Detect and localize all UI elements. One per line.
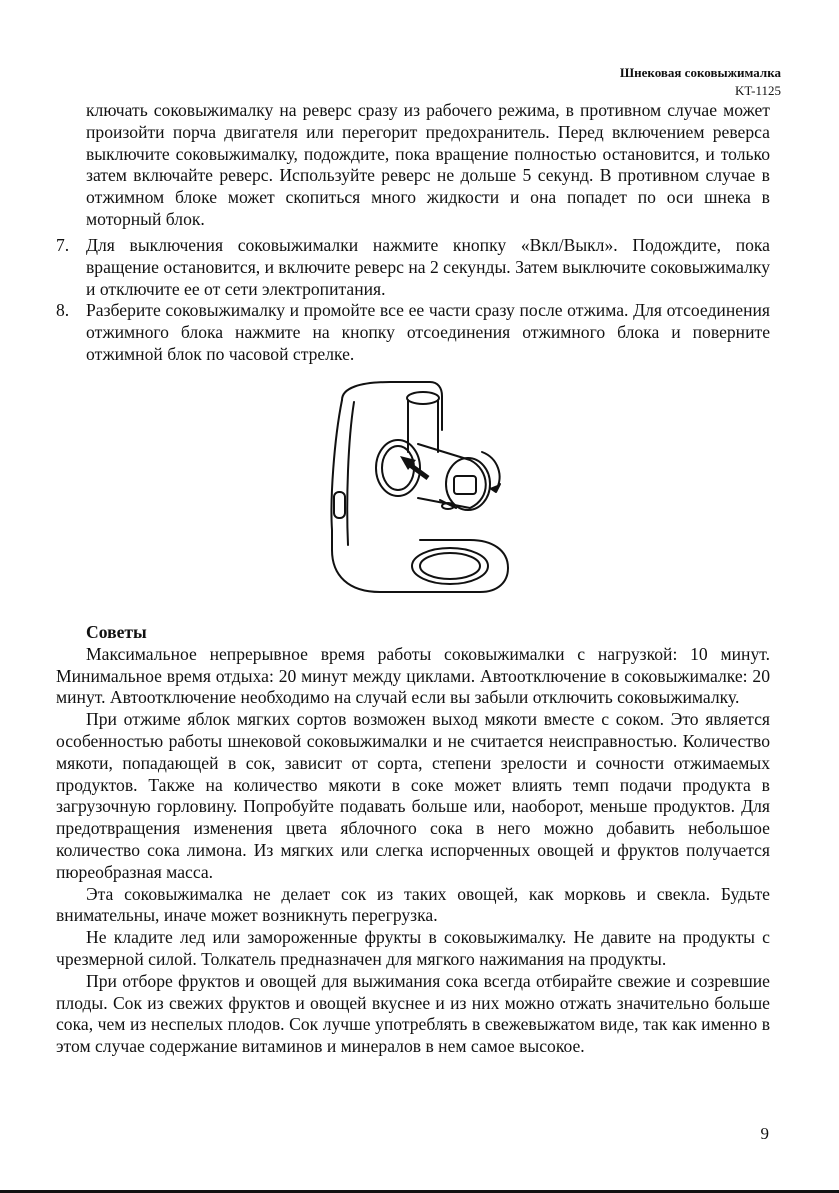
- model-number: KT-1125: [735, 83, 781, 98]
- tips-paragraph: При отборе фруктов и овощей для выжимания сока всегда отбирайте свежие и созревшие плоды. Сок из свежих фруктов и овощей вкуснее и из них можно отжать значительно больше сока, чем из неспелых плодов. Сок лучше употреблять в свежевыжатом виде, так как именно в этом случае содержание витаминов и минералов в нем самое высокое.: [56, 970, 770, 1057]
- tips-paragraph: Эта соковыжималка не делает сок из таких овощей, как морковь и свекла. Будьте внимательны, иначе может возникнуть перегрузка.: [56, 883, 770, 926]
- item-text: Для выключения соковыжималки нажмите кнопку «Вкл/Выкл». Подождите, пока вращение остановится, и включите реверс на 2 секунды. Затем выключите соковыжималку и отключите ее от сети электропитания.: [86, 235, 770, 299]
- continued-paragraph: ключать соковыжималку на реверс сразу из рабочего режима, в противном случае может произойти порча двигателя или перегорит предохранитель. Перед включением реверса выключите соковыжималку, подождите, пока вращение полностью остановится, и только затем включайте реверс. Используйте реверс не дольше 5 секунд. В противном случае в отжимном блоке может скопиться много жидкости и она попадет по оси шнека в моторный блок.: [86, 100, 770, 229]
- tips-section: [56, 622, 770, 1058]
- tips-paragraph: Не кладите лед или замороженные фрукты в соковыжималку. Не давите на продукты с чрезмерной силой. Толкатель предназначен для мягкого нажимания на продукты.: [56, 927, 770, 969]
- tips-paragraph: При отжиме яблок мягких сортов возможен выход мякоти вместе с соком. Это является особенностью работы шнековой соковыжималки и не считается неисправностью. Количество мякоти, попадающей в сок, зависит от сорта, степени зрелости и сочности отжимаемых продуктов. Также на количество мякоти в соке может влиять темп подачи продукта в загрузочную горловину. Попробуйте подавать больше или, наоборот, меньше продуктов. Для предотвращения изменения цвета яблочного сока в него можно добавить небольшое количество сока лимона. Из мягких или слегка испорченных овощей и фруктов получается пюреобразная масса.: [56, 709, 770, 882]
- item-number: 7.: [56, 235, 70, 255]
- item-number: 8.: [56, 300, 70, 321]
- tips-paragraph: Максимальное непрерывное время работы соковыжималки с нагрузкой: 10 минут. Минимальное время отдыха: 20 минут между циклами. Автоотключение в соковыжималке: 20 минут. Автоотключение необходимо на случай если вы забыли отключить соковыжималку.: [56, 643, 770, 708]
- list-item-7: [56, 235, 770, 300]
- tips-heading: Советы: [86, 622, 147, 642]
- steps-list: [56, 235, 770, 366]
- juicer-illustration: [320, 380, 520, 605]
- item-text: Разберите соковыжималку и промойте все ее части сразу после отжима. Для отсоединения отжимного блока нажмите на кнопку отсоединения отжимного блока и поверните отжимной блок по часовой стрелке.: [86, 300, 770, 364]
- list-item-8: [56, 300, 770, 365]
- document-title: Шнековая соковыжималка: [619, 65, 781, 80]
- page-header: [620, 64, 781, 100]
- page-number: 9: [760, 1124, 769, 1143]
